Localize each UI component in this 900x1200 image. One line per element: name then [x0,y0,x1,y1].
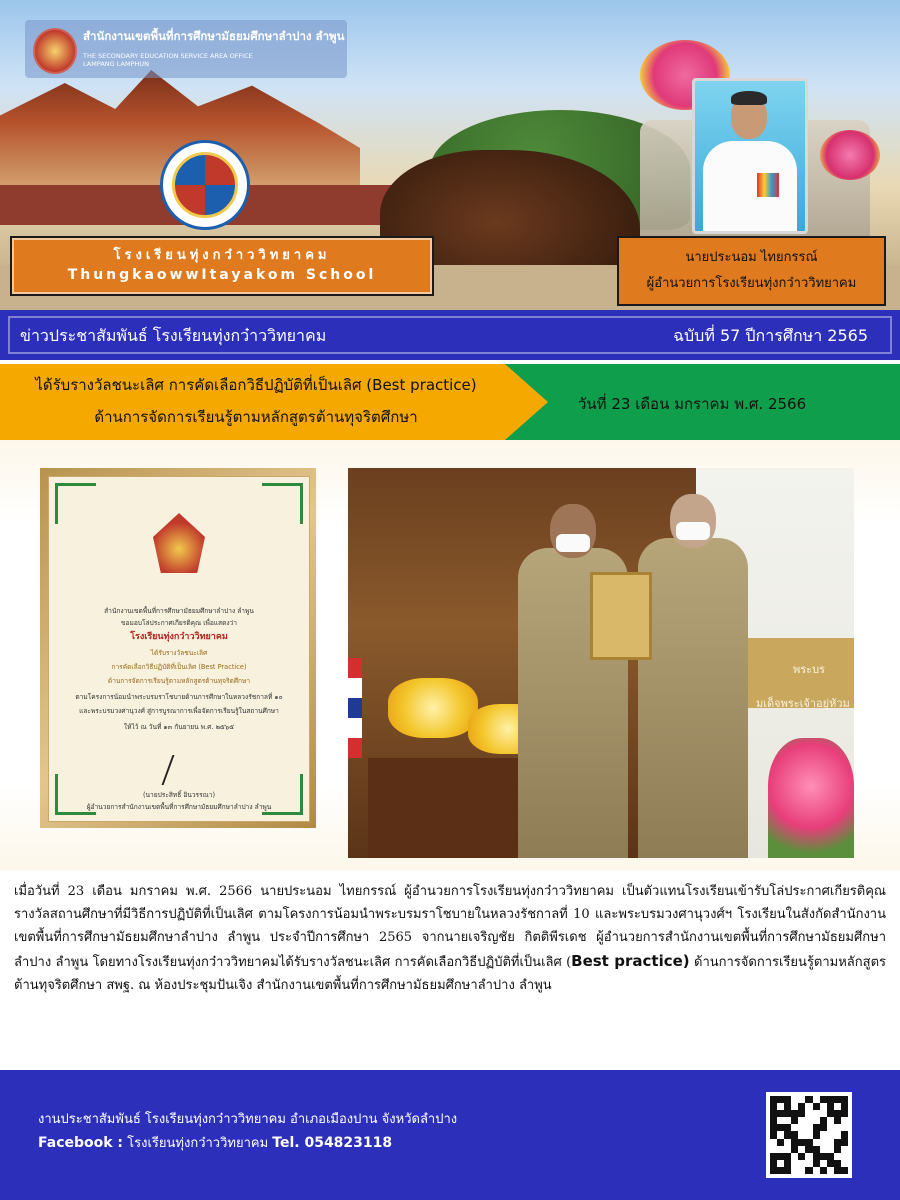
award-headline: ได้รับรางวัลชนะเลิศ การคัดเลือกวิธีปฏิบัติที่เป็นเลิศ (Best practice) [35,376,477,394]
award-plaque [590,572,652,660]
news-title: ข่าวประชาสัมพันธ์ โรงเรียนทุ่งกว๋าววิทยาคม [20,326,327,345]
award-subheadline: ด้านการจัดการเรียนรู้ตามหลักสูตรต้านทุจริตศึกษา [94,408,418,426]
backdrop-text: มเด็จพระเจ้าอยู่หัวม [756,697,850,710]
flag-icon [348,658,362,758]
certificate-school: โรงเรียนทุ่งกว๋าววิทยาคม [130,632,228,642]
footer-credit: งานประชาสัมพันธ์ โรงเรียนทุ่งกว๋าววิทยาคม อำเภอเมืองปาน จังหวัดลำปาง [38,1112,458,1127]
certificate-text: สำนักงานเขตพื้นที่การศึกษามัธยมศึกษาลำปาง ลำพูน [104,607,254,615]
director-portrait [692,78,808,234]
certificate-text: ได้รับรางวัลชนะเลิศ [150,649,208,657]
backdrop-text: พระบร [793,663,825,676]
news-title-bar [0,310,900,360]
ceremony-photo [348,468,854,858]
signature [162,755,201,785]
award-bar [0,364,900,440]
qr-code-icon[interactable] [766,1092,852,1178]
footer-contact: Facebook : โรงเรียนทุ่งกว๋าววิทยาคม Tel. 054823118 [38,1135,393,1151]
header-banner [0,0,900,310]
director-name: นายประนอม ไทยกรรณ์ [685,250,818,265]
altar-table [368,758,538,858]
school-seal-icon [160,140,250,230]
certificate-photo [40,468,316,828]
flower-decoration [768,738,854,858]
person-presenter [638,538,748,858]
medal-icon [757,173,779,197]
certificate-text: การคัดเลือกวิธีปฏิบัติที่เป็นเลิศ (Best Practice) [111,663,247,671]
office-name-en: THE SECONDARY EDUCATION SERVICE AREA OFFICE LAMPANG LAMPHUN [83,52,253,68]
certificate-text: ขอมอบโล่ประกาศเกียรติคุณ เพื่อแสดงว่า [121,619,237,627]
news-body: เมื่อวันที่ 23 เดือน มกราคม พ.ศ. 2566 นายประนอม ไทยกรรณ์ ผู้อำนวยการโรงเรียนทุ่งกว๋าววิทยาคม เป็นตัวแทนโรงเรียนเข้ารับโล่ประกาศเกียรติคุณ รางวัลสถานศึกษาที่มีวิธีการปฏิบัติที่เป็นเลิศ ตามโครงการน้อมนำพระบรมราโชบายในหลวงรัชกาลที่ 10 และพระบรมวงศานุวงศ์ฯ โรงเรียนในสังกัดสำนักงานเขตพื้นที่การศึกษามัธยมศึกษาลำปาง ลำพูน ประจำปีการศึกษา 2565 จากนายเจริญชัย กิตติพีรเดช ผู้อำนวยการสำนักงานเขตพื้นที่การศึกษามัธยมศึกษาลำปาง ลำพูน โดยทางโรงเรียนทุ่งกว๋าววิทยาคมได้รับรางวัลชนะเลิศ การคัดเลือกวิธีปฏิบัติที่เป็นเลิศ (Best practice) ด้านการจัดการเรียนรู้ตามหลักสูตรต้านทุจริตศึกษา สพฐ. ณ ห้องประชุมปันเจิง สำนักงานเขตพื้นที่การศึกษามัธยมศึกษาลำปาง ลำพูน [14,884,886,993]
director-box [617,236,886,306]
school-name-th: โรงเรียนทุ่งกว๋าววิทยาคม [113,248,331,263]
certificate-text: ให้ไว้ ณ วันที่ ๑๓ กันยายน พ.ศ. ๒๕๖๕ [123,723,235,731]
school-name-en: ThungkaowwItayakom School [67,267,377,283]
certificate-signer: (นายประสิทธิ์ อินวรรณา) [142,791,216,799]
certificate-signer-position: ผู้อำนวยการสำนักงานเขตพื้นที่การศึกษามัธยมศึกษาลำปาง ลำพูน [86,803,272,811]
office-name-th: สำนักงานเขตพื้นที่การศึกษามัธยมศึกษาลำปาง ลำพูน [83,29,345,43]
certificate-text: ตามโครงการน้อมนำพระบรมราโชบายด้านการศึกษาในหลวงรัชกาลที่ ๑๐ [75,693,283,701]
director-position: ผู้อำนวยการโรงเรียนทุ่งกว๋าววิทยาคม [646,276,857,291]
flower-decoration [388,678,478,738]
footer [0,1070,900,1200]
certificate-text: ด้านการจัดการเรียนรู้ตามหลักสูตรต้านทุจริตศึกษา [107,677,251,685]
office-header [25,20,347,78]
certificate-text: และพระบรมวงศานุวงศ์ สู่การบูรณาการเพื่อจัดการเรียนรู้ในสถานศึกษา [79,707,279,715]
news-issue: ฉบับที่ 57 ปีการศึกษา 2565 [673,326,868,345]
certificate-emblem-icon [153,513,205,573]
certificate [48,476,310,822]
news-date: วันที่ 23 เดือน มกราคม พ.ศ. 2566 [578,395,807,413]
school-name-box [10,236,434,296]
office-emblem-icon [33,28,77,74]
flower-decoration [820,130,880,180]
